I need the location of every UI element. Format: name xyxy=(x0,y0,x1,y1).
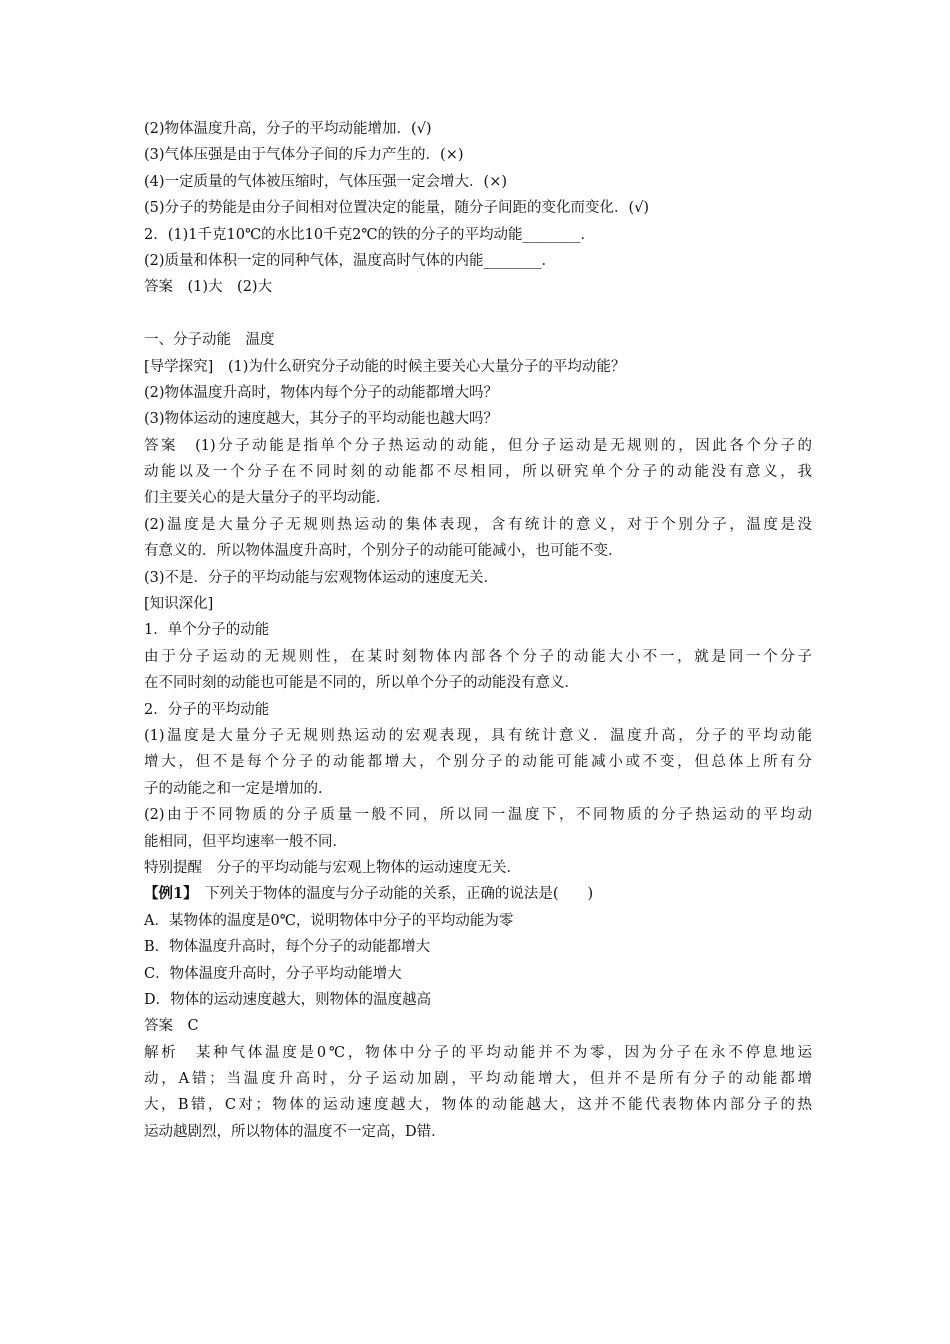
document-page xyxy=(144,116,812,1145)
inquiry-answer-line: 有意义的．所以物体温度升高时，个别分子的动能可能减小，也可能不变． xyxy=(144,543,623,560)
answer-2: 答案 (1)大 (2)大 xyxy=(144,279,273,296)
blank-line xyxy=(144,301,812,327)
example-answer: 答案 C xyxy=(144,1018,199,1035)
paragraph-line: (2)由于不同物质的分子质量一般不同，所以同一温度下，不同物质的分子热运动的平均动 xyxy=(144,807,812,824)
example-question xyxy=(144,881,812,907)
paragraph-line: 在不同时刻的动能也可能是不同的，所以单个分子的动能没有意义． xyxy=(144,675,579,692)
question-2-part-2: (2)质量和体积一定的同种气体，温度高时气体的内能________． xyxy=(144,252,557,269)
inquiry-answer-line: (3)不是．分子的平均动能与宏观物体运动的速度无关． xyxy=(144,569,499,586)
paragraph-line: 由于分子运动的无规则性，在某时刻物体内部各个分子的动能大小不一，就是同一个分子 xyxy=(144,648,812,665)
option-c: C．物体温度升高时，分子平均动能增大 xyxy=(144,965,402,982)
statement-3: (3)气体压强是由于气体分子间的斥力产生的．(×) xyxy=(144,147,464,164)
inquiry-answer-line: (2)温度是大量分子无规则热运动的集体表现，含有统计的意义，对于个别分子，温度是没 xyxy=(144,516,812,533)
statement-5: (5)分子的势能是由分子间相对位置决定的能量，随分子间距的变化而变化．(√) xyxy=(144,200,650,217)
statement-2: (2)物体温度升高，分子的平均动能增加．(√) xyxy=(144,121,432,137)
inquiry-q2: (2)物体温度升高时，物体内每个分子的动能都增大吗？ xyxy=(144,384,499,401)
paragraph-line: 增大，但不是每个分子的动能都增大，个别分子的动能可能减小或不变，但总体上所有分 xyxy=(144,754,812,771)
analysis-line: 动，A错；当温度升高时，分子运动加剧，平均动能增大，但并不是所有分子的动能都增 xyxy=(144,1071,812,1088)
paragraph-line: 能相同，但平均速率一般不同． xyxy=(144,833,347,850)
paragraph-line: (1)温度是大量分子无规则热运动的宏观表现，具有统计意义．温度升高，分子的平均动能 xyxy=(144,727,812,744)
subheading-single-molecule: 1．单个分子的动能 xyxy=(144,622,270,639)
inquiry-answer-line: 动能以及一个分子在不同时刻的动能都不尽相同，所以研究单个分子的动能没有意义，我 xyxy=(144,464,812,481)
analysis-line: 大，B错，C对；物体的运动速度越大，物体的动能越大，这并不能代表物体内部分子的热 xyxy=(144,1097,812,1114)
example-question-text: 下列关于物体的温度与分子动能的关系，正确的说法是( ) xyxy=(190,886,594,903)
knowledge-heading: [知识深化] xyxy=(144,596,214,613)
example-tag: 【例1】 xyxy=(144,885,191,903)
inquiry-q3: (3)物体运动的速度越大，其分子的平均动能也越大吗？ xyxy=(144,411,499,428)
question-2-part-1: 2．(1)1千克10℃的水比10千克2℃的铁的分子的平均动能________． xyxy=(144,226,596,243)
special-note: 特别提醒 分子的平均动能与宏观上物体的运动速度无关． xyxy=(144,859,521,876)
section-heading: 一、分子动能 温度 xyxy=(144,332,275,349)
statement-4: (4)一定质量的气体被压缩时，气体压强一定会增大．(×) xyxy=(144,173,508,190)
subheading-average-ke: 2．分子的平均动能 xyxy=(144,701,270,718)
option-d: D．物体的运动速度越大，则物体的温度越高 xyxy=(144,991,432,1008)
inquiry-q1: [导学探究] (1)为什么研究分子动能的时候主要关心大量分子的平均动能？ xyxy=(144,358,626,375)
paragraph-line: 子的动能之和一定是增加的． xyxy=(144,780,333,797)
inquiry-answer-line: 答案 (1)分子动能是指单个分子热运动的动能，但分子运动是无规则的，因此各个分子的 xyxy=(144,437,812,454)
option-b: B．物体温度升高时，每个分子的动能都增大 xyxy=(144,939,431,956)
inquiry-answer-line: 们主要关心的是大量分子的平均动能． xyxy=(144,490,391,507)
analysis-line: 运动越剧烈，所以物体的温度不一定高，D错． xyxy=(144,1123,446,1140)
analysis-line: 解析 某种气体温度是0℃，物体中分子的平均动能并不为零，因为分子在永不停息地运 xyxy=(144,1044,812,1061)
option-a: A．某物体的温度是0℃，说明物体中分子的平均动能为零 xyxy=(144,912,514,929)
